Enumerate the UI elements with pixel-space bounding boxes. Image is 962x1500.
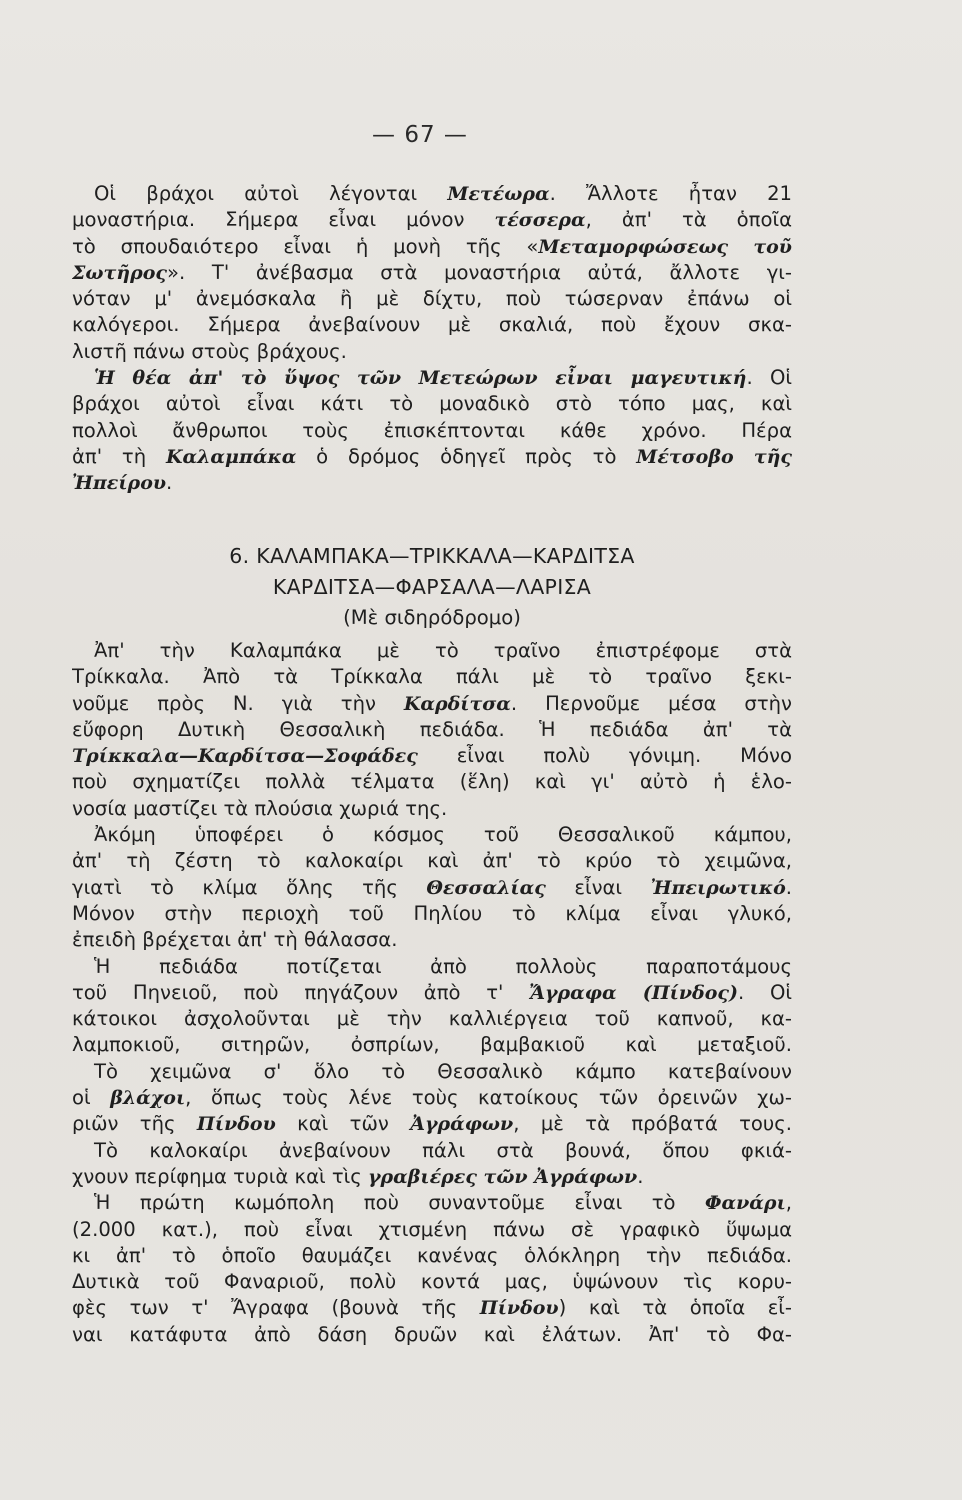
emphasis-text: Θεσσαλίας xyxy=(426,876,546,899)
body-text: , xyxy=(785,1191,792,1215)
body-text: ἀπ' τὴ xyxy=(72,444,166,468)
body-text: ὁ δρόμος ὁδηγεῖ πρὸς τὸ xyxy=(296,444,637,468)
body-text: Δυτικὰ τοῦ Φαναριοῦ, πολὺ κοντά μας, ὑψώνουν τὶς κορυ- xyxy=(72,1270,792,1294)
body-text: γιατὶ τὸ κλίμα ὅλης τῆς xyxy=(72,875,427,899)
text-line xyxy=(72,822,792,848)
text-line xyxy=(72,691,792,717)
text-line xyxy=(72,339,792,365)
text-line xyxy=(72,901,792,927)
body-text: . Ἄλλοτε ἦταν 21 xyxy=(549,182,792,205)
body-text: ἐπειδὴ βρέχεται ἀπ' τὴ θάλασσα. xyxy=(72,928,398,952)
text-line xyxy=(72,638,792,664)
body-text: ποὺ σχηματίζει πολλὰ τέλματα (ἕλη) καὶ γι' αὐτὸ ἡ ἑλο- xyxy=(72,770,792,794)
text-line xyxy=(72,1032,792,1058)
text-line xyxy=(72,234,792,260)
text-line xyxy=(72,796,792,822)
emphasis-text: Πίνδου xyxy=(479,1297,559,1320)
body-text: νοσία μαστίζει τὰ πλούσια χωριά της. xyxy=(72,796,448,820)
emphasis-text: Μετέωρα xyxy=(447,183,550,205)
text-line xyxy=(72,1322,792,1348)
body-text: τοῦ Πηνειοῦ, ποὺ πηγάζουν ἀπὸ τ' xyxy=(72,980,530,1004)
body-text: Ἡ πεδιάδα ποτίζεται ἀπὸ πολλοὺς παραποτάμους xyxy=(94,954,792,978)
text-line xyxy=(72,207,792,233)
section-subtitle: (Μὲ σιδηρόδρομο) xyxy=(343,606,521,629)
text-line xyxy=(72,181,792,207)
text-line xyxy=(72,286,792,312)
text-line xyxy=(72,1085,792,1111)
body-text: χνουν περίφημα τυριὰ καὶ τὶς xyxy=(72,1164,368,1188)
text-line xyxy=(72,1006,792,1032)
text-line xyxy=(72,717,792,743)
text-line xyxy=(72,769,792,795)
text-line xyxy=(72,365,792,391)
body-text: (2.000 κατ.), ποὺ εἶναι χτισμένη πάνω σὲ γραφικὸ ὕψωμα xyxy=(72,1217,792,1241)
body-text: , μὲ τὰ πρόβατά τους. xyxy=(513,1112,792,1136)
body-text: ναι κατάφυτα ἀπὸ δάση δρυῶν καὶ ἐλάτων. Ἀπ' τὸ Φα- xyxy=(72,1322,792,1346)
body-text: φὲς των τ' Ἄγραφα (βουνὰ τῆς xyxy=(72,1296,480,1320)
body-text: τὸ σπουδαιότερο εἶναι ἡ μονὴ τῆς « xyxy=(72,234,539,258)
body-text: ριῶν τῆς xyxy=(72,1112,197,1136)
body-text: καὶ τῶν xyxy=(275,1112,411,1136)
body-text: κάτοικοι ἀσχολοῦνται μὲ τὴν καλλιέργεια τοῦ καπνοῦ, κα- xyxy=(72,1007,792,1031)
emphasis-text: βλάχοι xyxy=(110,1087,186,1110)
body-text: εὔφορη Δυτικὴ Θεσσαλικὴ πεδιάδα. Ἡ πεδιάδα ἀπ' τὰ xyxy=(72,717,792,741)
body-text: καλόγεροι. Σήμερα ἀνεβαίνουν μὲ σκαλιά, ποὺ ἔχουν σκα- xyxy=(72,313,792,337)
text-line xyxy=(72,1243,792,1269)
text-line xyxy=(72,1164,792,1190)
text-line xyxy=(72,664,792,690)
body-text: ) καὶ τὰ ὁποῖα εἶ- xyxy=(558,1296,792,1320)
text-line xyxy=(72,1295,792,1321)
page-number: — 67 — xyxy=(372,122,468,148)
body-text: πολλοὶ ἄνθρωποι τοὺς ἐπισκέπτονται κάθε χρόνο. Πέρα xyxy=(72,418,792,442)
body-text: , ἀπ' τὰ ὁποῖα xyxy=(585,208,792,232)
emphasis-text: Τρίκκαλα—Καρδίτσα—Σοφάδες xyxy=(72,745,418,768)
body-text: νοῦμε πρὸς Ν. γιὰ τὴν xyxy=(72,691,404,715)
emphasis-text: Μεταμορφώσεως τοῦ xyxy=(538,235,792,258)
body-text: εἶναι πολὺ γόνιμη. Μόνο xyxy=(417,744,792,768)
body-text: Τρίκκαλα. Ἀπὸ τὰ Τρίκκαλα πάλι μὲ τὸ τραῖνο ξεκι- xyxy=(72,665,792,689)
body-text: ». Τ' ἀνέβασμα στὰ μοναστήρια αὐτά, ἄλλοτε γι- xyxy=(167,260,792,284)
body-text: εἶναι xyxy=(545,875,651,899)
body-text: κι ἀπ' τὸ ὁποῖο θαυμάζει κανένας ὁλόκληρη τὴν πεδιάδα. xyxy=(72,1243,792,1267)
body-text: . xyxy=(166,471,173,495)
emphasis-text: Φανάρι xyxy=(704,1192,786,1215)
section-title-line-1: 6. ΚΑΛΑΜΠΑΚΑ—ΤΡΙΚΚΑΛΑ—ΚΑΡΔΙΤΣΑ xyxy=(229,544,635,568)
body-text: βράχοι αὐτοὶ εἶναι κάτι τὸ μοναδικὸ στὸ τόπο μας, καὶ xyxy=(72,392,792,416)
body-text: μοναστήρια. Σήμερα εἶναι μόνον xyxy=(72,208,495,232)
emphasis-text: Ἡ θέα ἀπ' τὸ ὕψος τῶν Μετεώρων εἶναι μαγευτική xyxy=(94,367,747,390)
emphasis-text: τέσσερα xyxy=(494,209,586,232)
body-text: λαμποκιοῦ, σιτηρῶν, ὀσπρίων, βαμβακιοῦ καὶ μεταξιοῦ. xyxy=(72,1033,792,1057)
text-line xyxy=(72,444,792,470)
text-line xyxy=(72,875,792,901)
text-line xyxy=(72,743,792,769)
text-line xyxy=(72,1059,792,1085)
body-text: . xyxy=(637,1164,644,1188)
body-text: . Περνοῦμε μέσα στὴν xyxy=(510,691,792,715)
emphasis-text: Σωτῆρος xyxy=(72,261,167,284)
body-text: . Οἱ xyxy=(746,366,792,390)
text-line xyxy=(72,927,792,953)
emphasis-text: γραβιέρες τῶν Ἀγράφων xyxy=(368,1165,638,1188)
emphasis-text: Καρδίτσα xyxy=(403,692,511,715)
text-line xyxy=(72,470,792,496)
body-text: . Οἱ xyxy=(737,980,792,1004)
body-text: . xyxy=(785,875,792,899)
emphasis-text: Ἄγραφα (Πίνδος) xyxy=(529,981,738,1004)
body-text: ἀπ' τὴ ζέστη τὸ καλοκαίρι καὶ ἀπ' τὸ κρύο τὸ χειμῶνα, xyxy=(72,849,792,873)
text-line xyxy=(72,1269,792,1295)
text-line xyxy=(72,1217,792,1243)
body-text: λιστῆ πάνω στοὺς βράχους. xyxy=(72,339,347,363)
text-line xyxy=(72,1111,792,1137)
body-text: οἱ xyxy=(72,1086,111,1110)
section-heading xyxy=(72,541,792,633)
body-text: νόταν μ' ἀνεμόσκαλα ἢ μὲ δίχτυ, ποὺ τώσερναν ἐπάνω οἱ xyxy=(72,287,792,311)
body-text: Ἀκόμη ὑποφέρει ὁ κόσμος τοῦ Θεσσαλικοῦ κάμπου, xyxy=(94,823,792,847)
text-line xyxy=(72,418,792,444)
emphasis-text: Ἠπειρωτικό xyxy=(650,876,786,899)
paragraph-thessaly xyxy=(72,638,792,1348)
emphasis-text: Μέτσοβο τῆς xyxy=(636,445,792,468)
body-text: Οἱ βράχοι αὐτοὶ λέγονται xyxy=(94,182,448,205)
body-text: , ὅπως τοὺς λένε τοὺς κατοίκους τῶν ὀρεινῶν χω- xyxy=(185,1086,792,1110)
text-line xyxy=(72,260,792,286)
body-text: Τὸ καλοκαίρι ἀνεβαίνουν πάλι στὰ βουνά, ὅπου φκιά- xyxy=(94,1138,792,1162)
body-text: Μόνον στὴν περιοχὴ τοῦ Πηλίου τὸ κλίμα εἶναι γλυκό, xyxy=(72,901,792,925)
text-line xyxy=(72,848,792,874)
paragraph-meteora xyxy=(72,181,792,497)
text-line xyxy=(72,1138,792,1164)
text-line xyxy=(72,312,792,338)
text-line xyxy=(72,980,792,1006)
emphasis-text: Καλαμπάκα xyxy=(165,445,297,468)
emphasis-text: Ἠπείρου xyxy=(72,472,167,495)
section-title-line-2: ΚΑΡΔΙΤΣΑ—ΦΑΡΣΑΛΑ—ΛΑΡΙΣΑ xyxy=(272,575,592,599)
body-text: Τὸ χειμῶνα σ' ὅλο τὸ Θεσσαλικὸ κάμπο κατεβαίνουν xyxy=(94,1059,792,1083)
text-line xyxy=(72,954,792,980)
text-line xyxy=(72,391,792,417)
emphasis-text: Πίνδου xyxy=(196,1113,276,1136)
body-text: Ἀπ' τὴν Καλαμπάκα μὲ τὸ τραῖνο ἐπιστρέφομε στὰ xyxy=(94,639,792,662)
text-line xyxy=(72,1190,792,1216)
emphasis-text: Ἀγράφων xyxy=(410,1113,514,1136)
body-text: Ἡ πρώτη κωμόπολη ποὺ συναντοῦμε εἶναι τὸ xyxy=(94,1191,705,1215)
